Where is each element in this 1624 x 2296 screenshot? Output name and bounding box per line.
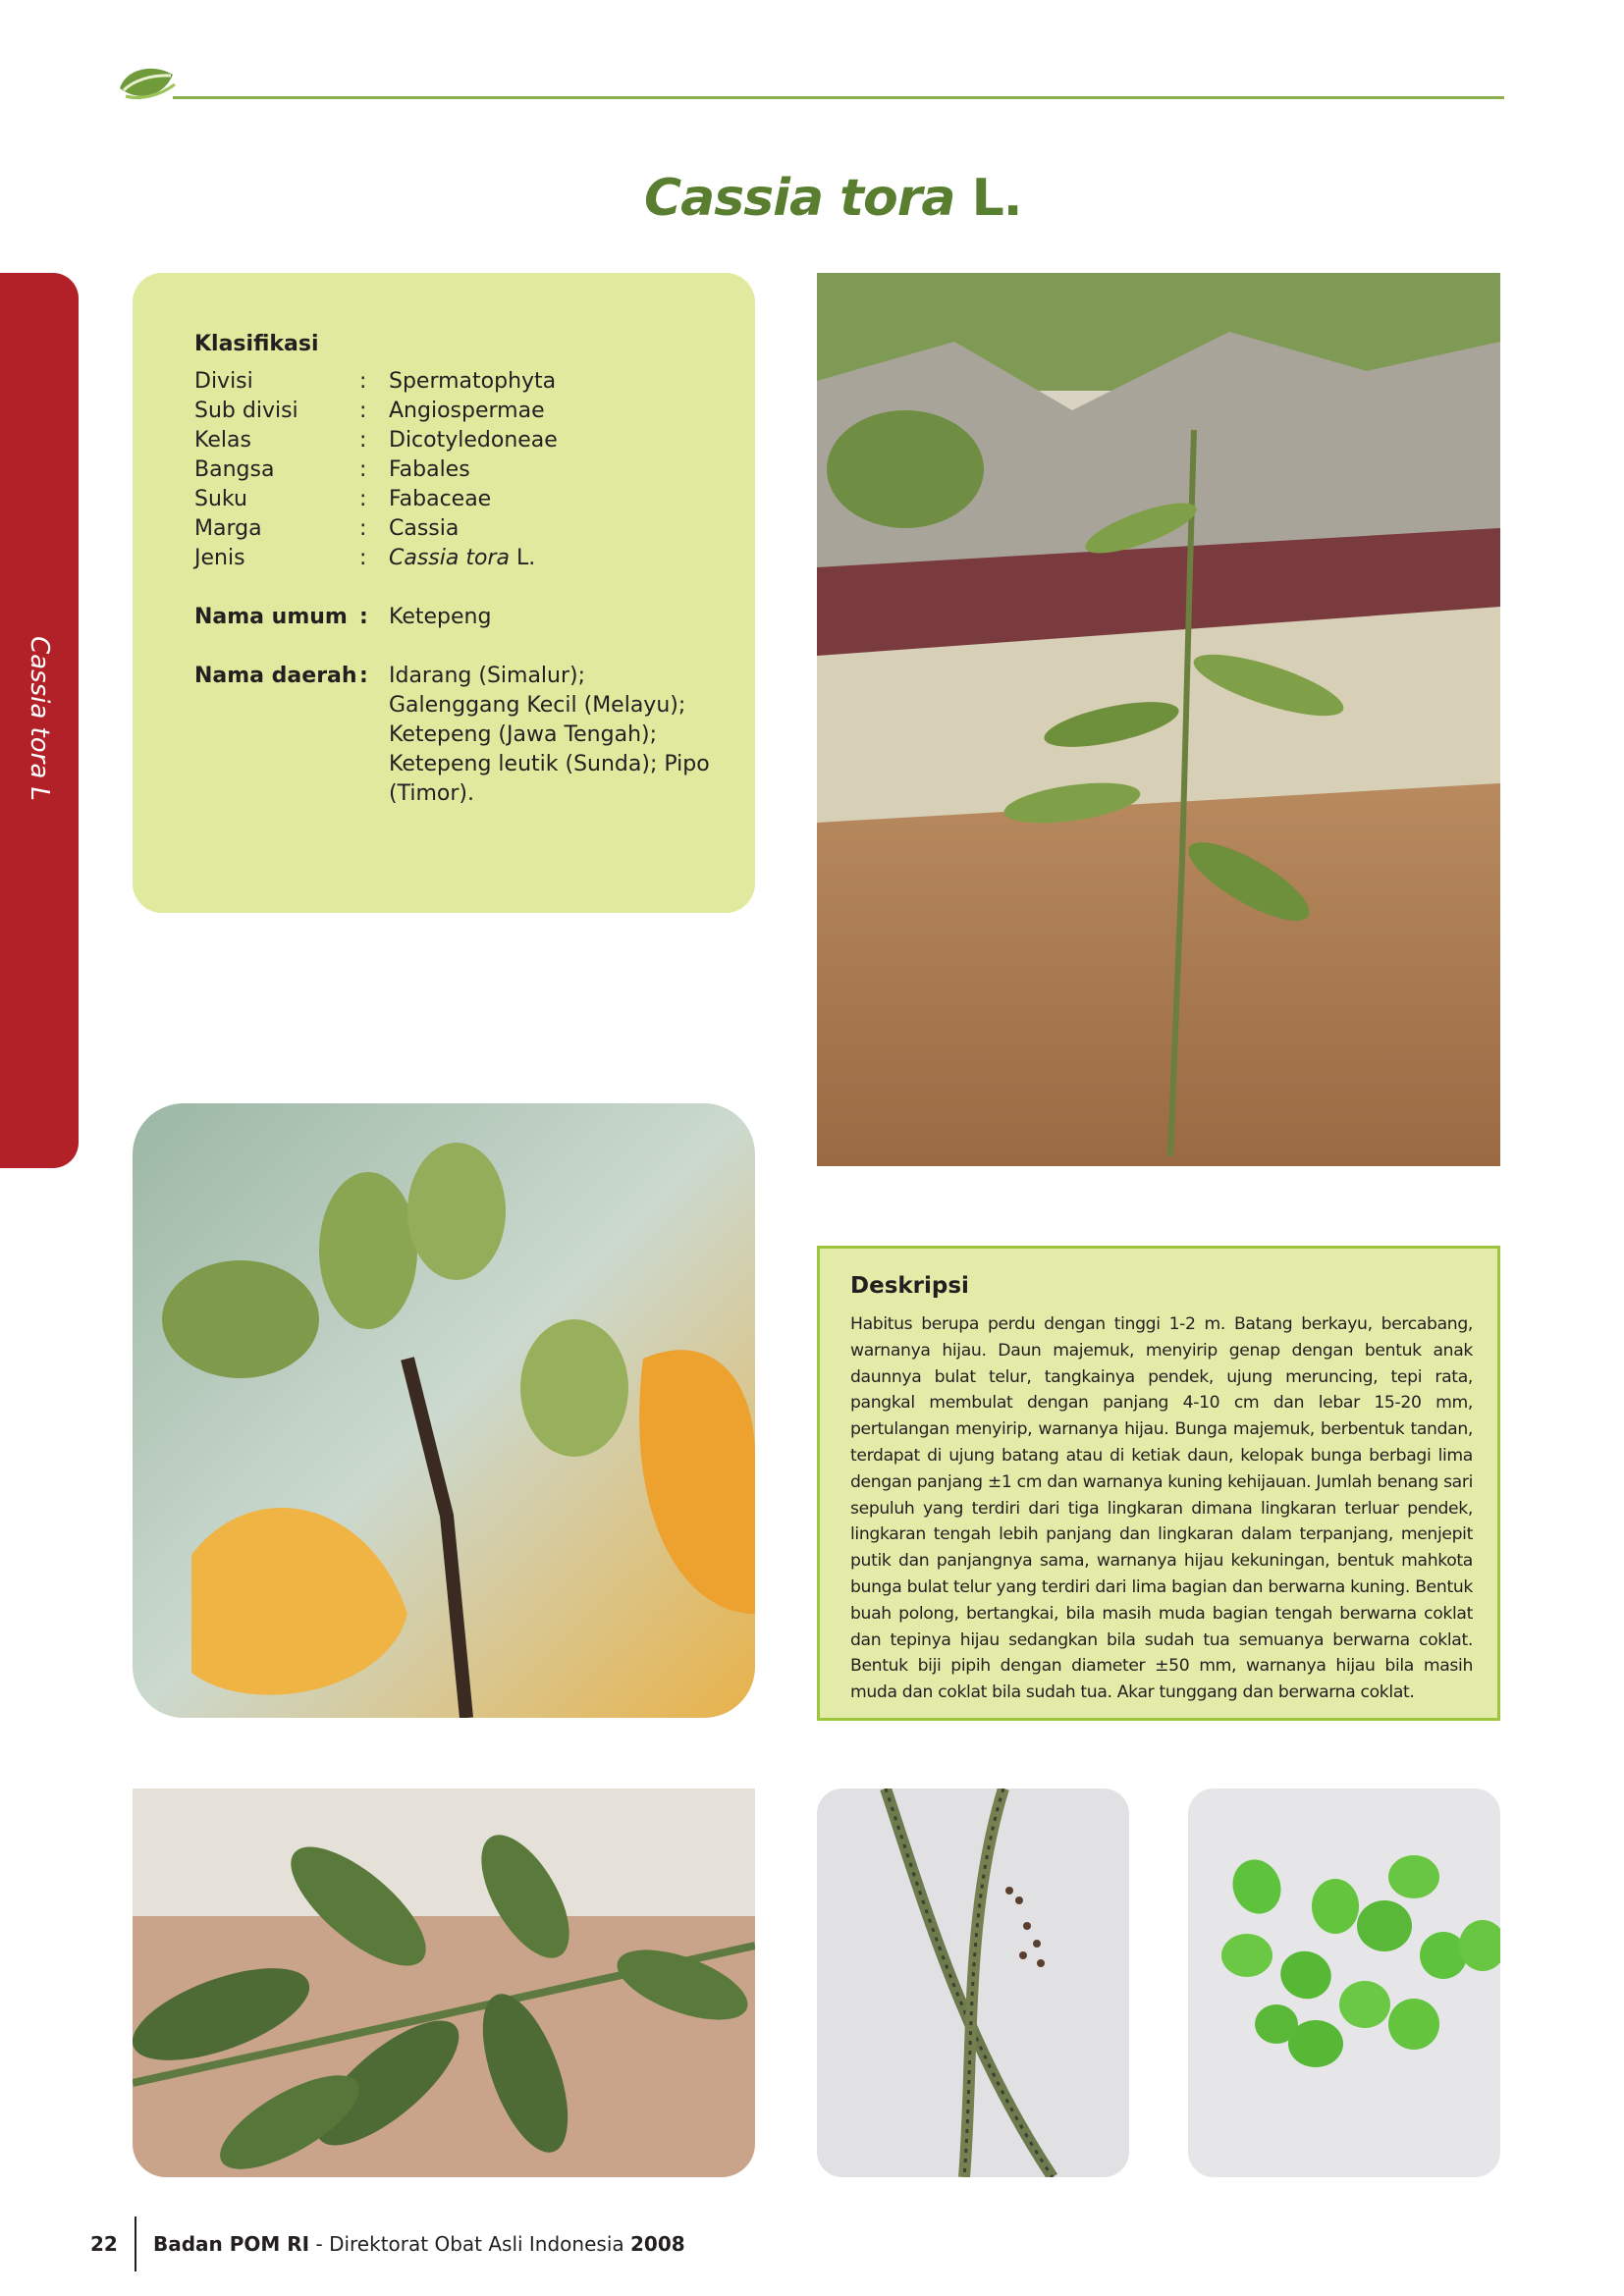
row-label: Jenis [194,546,245,570]
classification-row [194,514,725,544]
classification-row [194,397,725,426]
classification-content [194,328,725,809]
row-value: Fabales [389,457,470,482]
description-heading: Deskripsi [850,1273,969,1299]
footer-credit [153,2232,685,2256]
row-colon: : [359,369,367,394]
title-species: Cassia tora [644,169,955,228]
row-colon: : [359,428,367,453]
species-italic: Cassia tora [389,546,510,570]
nama-daerah-line: (Timor). [389,781,474,806]
nama-daerah-line: Idarang (Simalur); [389,664,586,688]
nama-umum-value: Ketepeng [389,605,492,629]
nama-daerah-value [389,662,725,809]
leaf-logo-icon [116,61,179,104]
footer-org: Badan POM RI [153,2232,310,2256]
nama-daerah-colon: : [359,664,368,688]
footer-separator: - [309,2232,330,2256]
row-value: Dicotyledoneae [389,428,558,453]
row-label: Divisi [194,369,253,394]
leaves-photo [133,1789,755,2177]
classification-row [194,455,725,485]
row-label: Suku [194,487,247,511]
row-value: Fabaceae [389,487,492,511]
nama-umum-label: Nama umum [194,605,348,629]
row-value: Cassia [389,516,460,541]
row-value [389,544,725,573]
row-label: Bangsa [194,457,275,482]
page-title [644,169,1022,228]
side-tab-label: Cassia tora L [25,635,54,802]
species-author: L. [515,546,536,570]
pods-photo [817,1789,1129,2177]
row-value: Angiospermae [389,399,545,423]
nama-umum-colon: : [359,605,368,629]
row-value: Spermatophyta [389,369,557,394]
nama-daerah-line: Ketepeng leutik (Sunda); Pipo [389,752,710,776]
title-author: L. [971,169,1022,228]
row-colon: : [359,487,367,511]
classification-row [194,367,725,397]
footer-dept: Direktorat Obat Asli Indonesia [329,2232,624,2256]
classification-row [194,485,725,514]
nama-daerah-line: Galenggang Kecil (Melayu); [389,693,686,718]
classification-heading: Klasifikasi [194,332,319,356]
row-colon: : [359,516,367,541]
classification-row [194,544,725,573]
nama-daerah-line: Ketepeng (Jawa Tengah); [389,722,658,747]
row-colon: : [359,457,367,482]
classification-row [194,426,725,455]
nama-daerah-label: Nama daerah [194,664,357,688]
seeds-photo [1188,1789,1500,2177]
row-colon: : [359,546,367,570]
footer-year: 2008 [630,2232,685,2256]
nama-umum-row [194,603,725,632]
habitat-photo [817,273,1500,1166]
row-label: Sub divisi [194,399,298,423]
header-rule [173,96,1504,99]
row-colon: : [359,399,367,423]
page-number: 22 [90,2232,118,2256]
row-label: Marga [194,516,262,541]
row-label: Kelas [194,428,251,453]
description-text: Habitus berupa perdu dengan tinggi 1-2 m. Batang berkayu, bercabang, warnanya hijau. Daun majemuk, menyirip genap dengan bentuk anak daunnya bulat telur, tangkainya pendek, ujung meruncing, tepi rata, pangkal membulat dengan panjang 4-10 cm dan lebar 15-20 mm, pertulangan menyirip, warnanya hijau. Bunga majemuk, berbentuk tandan, terdapat di ujung batang atau di ketiak daun, kelopak bunga berbagi lima dengan panjang ±1 cm dan warnanya kuning kehijauan. Jumlah benang sari sepuluh yang terdiri dari tiga lingkaran dimana lingkaran terluar pendek, lingkaran tengah lebih panjang dan lingkaran dalam terpanjang, menjepit putik dan panjangnya sama, warnanya hijau kekuningan, bentuk mahkota bunga bulat telur yang terdiri dari lima bagian dan berwarna kuning. Bentuk buah polong, bertangkai, bila masih muda bagian tengah berwarna coklat dan tepinya hijau sedangkan bila sudah tua semuanya berwarna coklat. Bentuk biji pipih dengan diameter ±50 mm, warnanya hijau bila masih muda dan coklat bila sudah tua. Akar tunggang dan berwarna coklat. [850,1314,1473,1703]
flower-photo [133,1103,755,1718]
footer-rule [135,2216,136,2271]
nama-daerah-row [194,662,725,809]
